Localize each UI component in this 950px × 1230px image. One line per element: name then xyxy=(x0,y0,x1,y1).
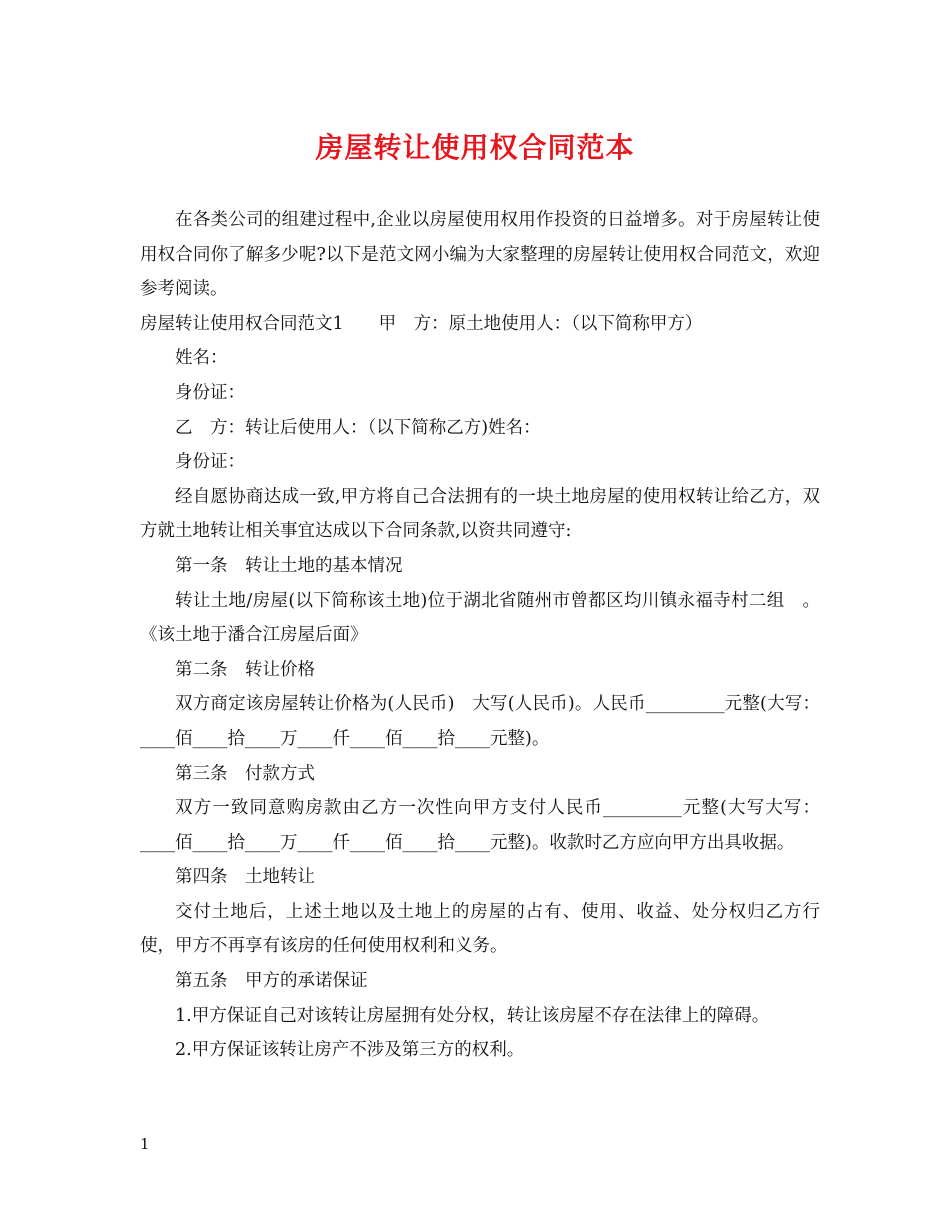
page-number: 1 xyxy=(140,1135,150,1153)
paragraph: 第二条 转让价格 xyxy=(175,659,315,680)
paragraph: 双方一致同意购房款由乙方一次性向甲方支付人民币_________元整(大写大写：____佰____拾____万____仟____佰____拾____元整)。收款时乙方应向甲方出具收据。 xyxy=(140,798,820,853)
page-title: 房屋转让使用权合同范本 xyxy=(315,131,635,164)
paragraph: 第三条 付款方式 xyxy=(175,763,315,784)
paragraph: 在各类公司的组建过程中,企业以房屋使用权用作投资的日益增多。对于房屋转让使用权合同你了解多少呢?以下是范文网小编为大家整理的房屋转让使用权合同范文，欢迎参考阅读。 xyxy=(140,210,820,300)
paragraph: 第一条 转让土地的基本情况 xyxy=(175,555,403,576)
paragraph: 身份证： xyxy=(175,382,245,403)
document-body xyxy=(140,203,820,1068)
paragraph: 2.甲方保证该转让房产不涉及第三方的权利。 xyxy=(175,1040,525,1061)
paragraph: 双方商定该房屋转让价格为(人民币) 大写(人民币)。人民币_________元整(大写：____佰____拾____万____仟____佰____拾____元整)。 xyxy=(140,694,820,749)
paragraph: 交付土地后，上述土地以及土地上的房屋的占有、使用、收益、处分权归乙方行使，甲方不再享有该房的任何使用权利和义务。 xyxy=(140,901,820,957)
paragraph: 姓名： xyxy=(175,348,228,369)
paragraph: 经自愿协商达成一致,甲方将自己合法拥有的一块土地房屋的使用权转让给乙方，双方就土地转让相关事宜达成以下合同条款,以资共同遵守: xyxy=(140,486,820,542)
paragraph: 身份证： xyxy=(175,452,245,473)
paragraph: 转让土地/房屋(以下简称该土地)位于湖北省随州市曾都区均川镇永福寺村二组 。《该土地于潘合江房屋后面》 xyxy=(140,590,820,646)
paragraph: 房屋转让使用权合同范文1 甲 方：原土地使用人：（以下简称甲方） xyxy=(140,313,703,334)
paragraph: 第五条 甲方的承诺保证 xyxy=(175,971,368,992)
paragraph: 乙 方：转让后使用人：（以下简称乙方)姓名： xyxy=(175,417,541,438)
paragraph: 第四条 土地转让 xyxy=(175,867,315,888)
paragraph: 1.甲方保证自己对该转让房屋拥有处分权，转让该房屋不存在法律上的障碍。 xyxy=(175,1005,770,1026)
